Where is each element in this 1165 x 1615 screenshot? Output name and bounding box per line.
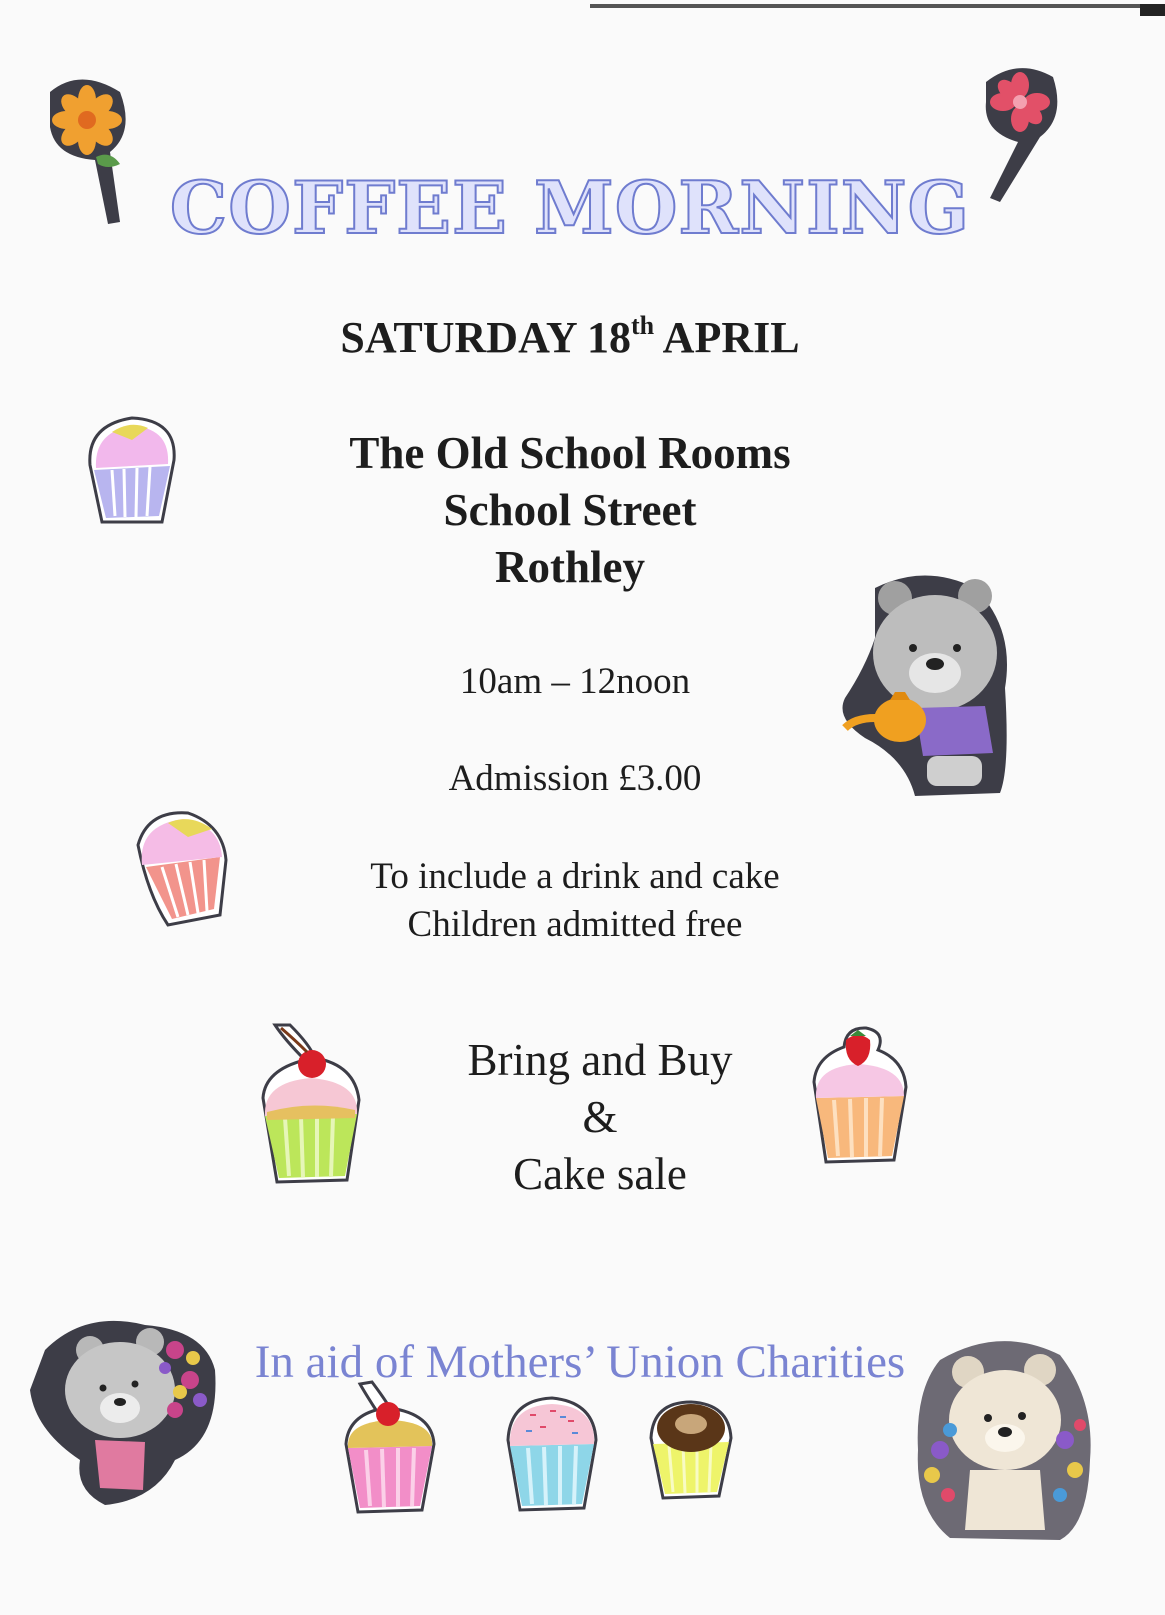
date-day: SATURDAY 18	[340, 313, 631, 362]
cupcake-pink-cherry-icon	[340, 1378, 440, 1518]
bring-line-3: Cake sale	[513, 1149, 687, 1199]
cupcake-coral-icon	[128, 805, 238, 930]
cupcake-lilac-icon	[82, 410, 182, 530]
venue-address	[250, 425, 890, 596]
bring-and-buy	[420, 1032, 780, 1203]
cupcake-cherry-green-icon	[255, 1020, 367, 1190]
bring-line-2: &	[582, 1092, 618, 1142]
includes-info	[250, 853, 900, 949]
venue-line-2: School Street	[443, 485, 697, 535]
cupcake-strawberry-orange-icon	[806, 1022, 911, 1167]
poster-title: COFFEE MORNING	[169, 165, 971, 250]
date-month: APRIL	[662, 313, 800, 362]
includes-line-1: To include a drink and cake	[370, 856, 780, 897]
date-suffix: th	[630, 311, 655, 340]
event-date	[200, 312, 940, 363]
admission-price: Admission £3.00	[448, 758, 702, 799]
flower-yellow-icon	[40, 72, 135, 232]
includes-line-2: Children admitted free	[407, 904, 743, 945]
venue-line-3: Rothley	[495, 542, 645, 592]
cupcake-blue-sprinkles-icon	[500, 1390, 602, 1515]
charity-line: In aid of Mothers’ Union Charities	[254, 1336, 906, 1388]
venue-line-1: The Old School Rooms	[349, 428, 791, 478]
scan-edge-line	[590, 4, 1165, 8]
flower-pink-icon	[978, 62, 1063, 212]
teddy-bear-bouquet-right-icon	[910, 1330, 1095, 1545]
scan-edge-corner	[1140, 4, 1165, 16]
event-time: 10am – 12noon	[459, 661, 691, 702]
teddy-bear-flowers-left-icon	[25, 1310, 220, 1510]
cupcake-chocolate-yellow-icon	[645, 1398, 735, 1503]
bring-line-1: Bring and Buy	[467, 1035, 733, 1085]
